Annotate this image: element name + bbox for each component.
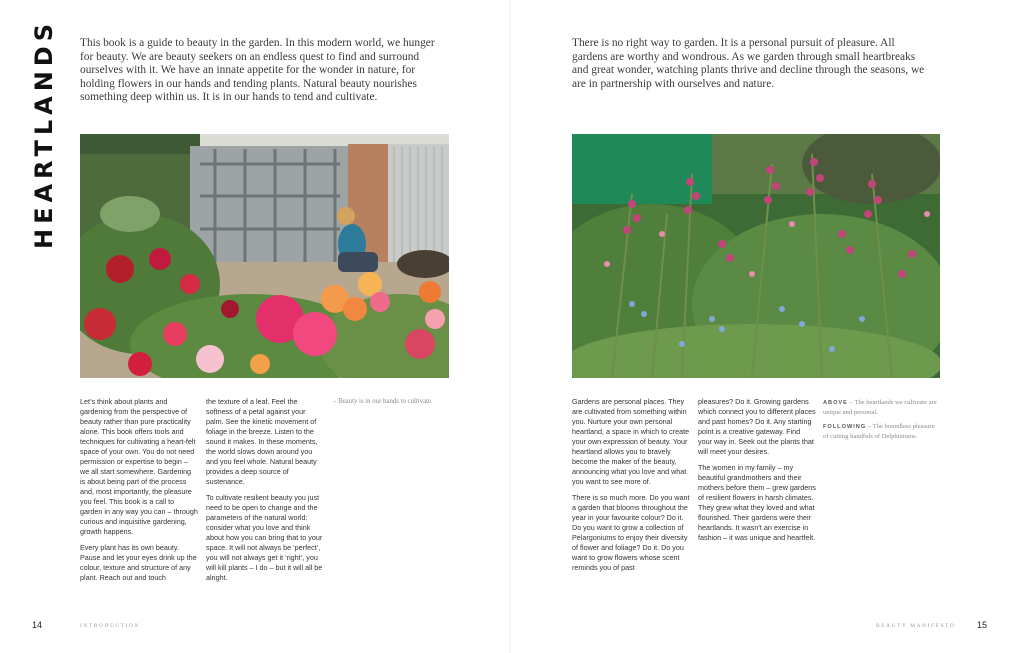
- page-number-left: 14: [32, 620, 43, 630]
- body-paragraph: Every plant has its own beauty. Pause and let your eyes drink up the colour, texture and structure of any plant. Reach out and touch: [80, 543, 197, 582]
- caption-above: [823, 398, 941, 417]
- body-column-right-1: [572, 397, 690, 579]
- intro-paragraph-left: This book is a guide to beauty in the garden. In this modern world, we hunger for beauty. We are beauty seekers on an endless quest to find and surround ourselves with it. We have an innate appetite for the wonder in nature, for holding flowers in our hands and tending plants. Natural beauty nourishes something deep within us. It is in our hands to tend and cultivate.: [80, 37, 435, 104]
- body-column-left-1: [80, 397, 198, 589]
- pull-quote: – Beauty is in our hands to cultivate.: [333, 398, 433, 405]
- photo-captions: [823, 398, 941, 446]
- running-footer-right: BEAUTY MANIFESTO: [876, 623, 956, 629]
- intro-paragraph-right: There is no right way to garden. It is a personal pursuit of pleasure. All gardens are worthy and wondrous. As we garden through small heartbreaks and great wonder, watching plants thrive and decline through the seasons, we are in partnership with ourselves and nature.: [572, 37, 925, 90]
- body-paragraph: There is so much more. Do you want a garden that blooms throughout the year in your favourite colour? Do it. Do you want to grow a collection of Pelargoniums to enjoy their diversity of flower and foliage? Do it. Do you want to grow flowers whose scent reminds you of past: [572, 493, 690, 572]
- body-column-right-2: [698, 397, 816, 549]
- body-paragraph: To cultivate resilient beauty you just need to be open to change and the parameters of the natural world: consider what you love and think about how you can bring that to your space. It will not always be ‘perfect’, you will not always get it ‘right’, you will kill plants – I do – but it will all be alright.: [206, 493, 323, 582]
- caption-label: ABOVE: [823, 400, 848, 406]
- body-paragraph: The women in my family – my beautiful grandmothers and their mothers before them – grew gardens of resilient flowers in harsh climates. They grew what they loved and what flourished. Their gardens were their heartlands. It wasn’t an exercise in fashion – it was unique and heartfelt.: [698, 463, 816, 542]
- page-number-right: 15: [977, 620, 988, 630]
- caption-text: – The boundless pleasure of cutting handfuls of Delphiniums.: [823, 423, 935, 440]
- body-column-left-2: [206, 397, 324, 589]
- chapter-title: [30, 19, 58, 249]
- body-paragraph: Let’s think about plants and gardening from the perspective of beauty rather than pure practicality alone. This book offers tools and techniques for cultivating a heart-felt space of your own. You do not need permission or expertise to begin – we all start somewhere. Gardening is about being part of the process and, most importantly, the pleasure you feel. This book is a call to garden in any way you can – through curious and inquisitive gardening, growth happens.: [80, 397, 198, 536]
- caption-following: [823, 422, 941, 441]
- caption-text: – The heartlands we cultivate are unique and personal.: [823, 399, 937, 416]
- caption-label: FOLLOWING: [823, 424, 867, 430]
- chapter-title-text: HEARTLANDS: [30, 19, 58, 249]
- gutter-divider: [509, 0, 511, 653]
- garden-photo-salvia: [572, 134, 940, 378]
- garden-photo-gardener: [80, 134, 449, 378]
- body-paragraph: pleasures? Do it. Growing gardens which connect you to different places and past homes? Do it. Any starting point is a creative gateway. Find your way in. Seek out the plants that will meet your desires.: [698, 397, 816, 456]
- running-footer-left: INTRODUCTION: [80, 623, 140, 629]
- body-paragraph: Gardens are personal places. They are cultivated from something within you. Nurture your own personal heartland, a space in which to create your own expression of beauty. Your heartland allows you to bravely become the maker of the beauty, announcing what you love and what you want to see more of.: [572, 397, 690, 486]
- body-paragraph: the texture of a leaf. Feel the softness of a petal against your palm. See the kinetic movement of foliage in the breeze. Listen to the sound it makes. In these moments, the world slows down around you and you feel whole. Natural beauty provides a deep source of sustenance.: [206, 397, 318, 486]
